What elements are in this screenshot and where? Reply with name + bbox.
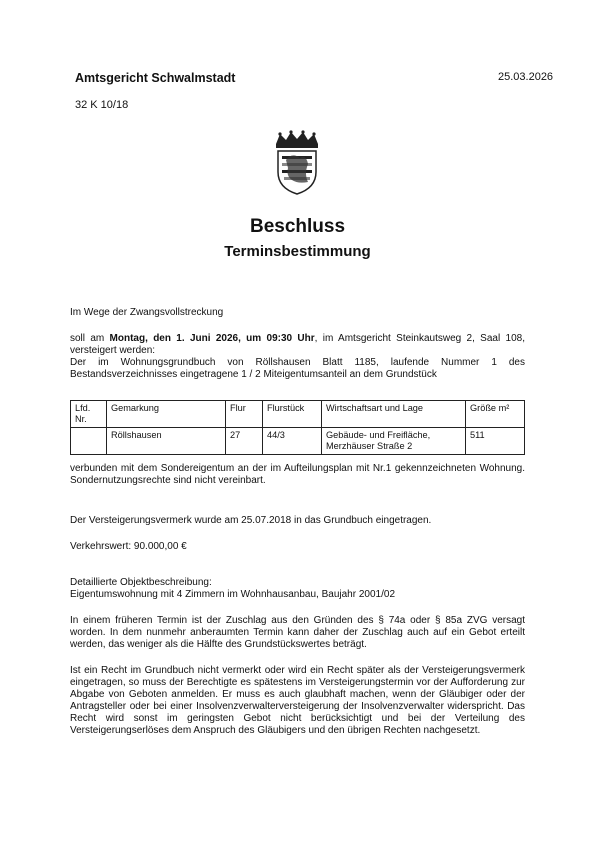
col-groesse: Größe m² xyxy=(466,401,525,428)
case-number: 32 K 10/18 xyxy=(75,99,129,111)
cell-wirtschaftsart: Gebäude- und Freifläche, Merzhäuser Straße 2 xyxy=(322,428,466,455)
col-flurstueck: Flurstück xyxy=(263,401,322,428)
col-lfd-nr: Lfd. Nr. xyxy=(71,401,107,428)
intro-text: Im Wege der Zwangsvollstreckung xyxy=(70,307,224,318)
cell-groesse: 511 xyxy=(466,428,525,455)
cell-lfd-nr xyxy=(71,428,107,455)
auction-paragraph xyxy=(70,333,525,381)
cell-gemarkung: Röllshausen xyxy=(107,428,226,455)
document-title: Beschluss xyxy=(249,216,346,237)
col-flur: Flur xyxy=(226,401,263,428)
cell-flurstueck: 44/3 xyxy=(263,428,322,455)
verkehrswert-text: Verkehrswert: 90.000,00 € xyxy=(70,541,187,552)
hesse-coat-of-arms-icon xyxy=(268,130,326,196)
object-desc-label: Detaillierte Objektbeschreibung: xyxy=(70,577,212,588)
table-row xyxy=(71,428,525,455)
connected-text: verbunden mit dem Sondereigentum an der im Aufteilungsplan mit Nr.1 gekennzeichneten Wohnung. Sondernutzungsrechte sind nicht vereinbart. xyxy=(70,463,525,486)
court-name: Amtsgericht Schwalmstadt xyxy=(75,71,236,85)
cell-flur: 27 xyxy=(226,428,263,455)
col-wirtschaftsart: Wirtschaftsart und Lage xyxy=(322,401,466,428)
auction-prefix: soll am xyxy=(70,333,110,344)
object-description: Eigentumswohnung mit 4 Zimmern im Wohnhausanbau, Baujahr 2001/02 xyxy=(70,589,395,600)
auction-description: Der im Wohnungsgrundbuch von Röllshausen Blatt 1185, laufende Nummer 1 des Bestandsverzeichnisses eingetragene 1 / 2 Miteigentumsanteil an dem Grundstück xyxy=(70,357,525,380)
auction-date-time: Montag, den 1. Juni 2026, um 09:30 Uhr xyxy=(109,333,315,344)
document-date: 25.03.2026 xyxy=(498,71,554,83)
rights-paragraph: Ist ein Recht im Grundbuch nicht vermerkt oder wird ein Recht später als der Versteigerungsvermerk eingetragen, so muss der Berechtigte es spätestens im Versteigerungstermin vor der Aufforderung zur Abgabe von Geboten anmelden. Er muss es auch glaubhaft machen, wenn der Gläubiger oder der Antragsteller oder bei einer Insolvenzverwalterversteigerung der Insolvenzverwalter widerspricht. Das Recht wird sonst im geringsten Gebot nicht berücksichtigt und bei der Verteilung des Versteigerungserlöses dem Anspruch des Gläubigers und den übrigen Rechten nachgesetzt. xyxy=(70,665,525,736)
auction-location: , im Amtsgericht Steinkautsweg 2, Saal 108, versteigert werden: xyxy=(70,333,525,356)
vermerk-text: Der Versteigerungsvermerk wurde am 25.07.2018 in das Grundbuch eingetragen. xyxy=(70,515,432,526)
table-header-row xyxy=(71,401,525,428)
document-subtitle: Terminsbestimmung xyxy=(224,243,371,260)
zuschlag-paragraph: In einem früheren Termin ist der Zuschlag aus den Gründen des § 74a oder § 85a ZVG versagt worden. In dem nunmehr anberaumten Termin kann daher der Zuschlag auch auf ein Gebot erteilt werden, das weniger als die Hälfte des Grundstückswertes beträgt. xyxy=(70,615,525,650)
property-table xyxy=(70,400,525,455)
col-gemarkung: Gemarkung xyxy=(107,401,226,428)
